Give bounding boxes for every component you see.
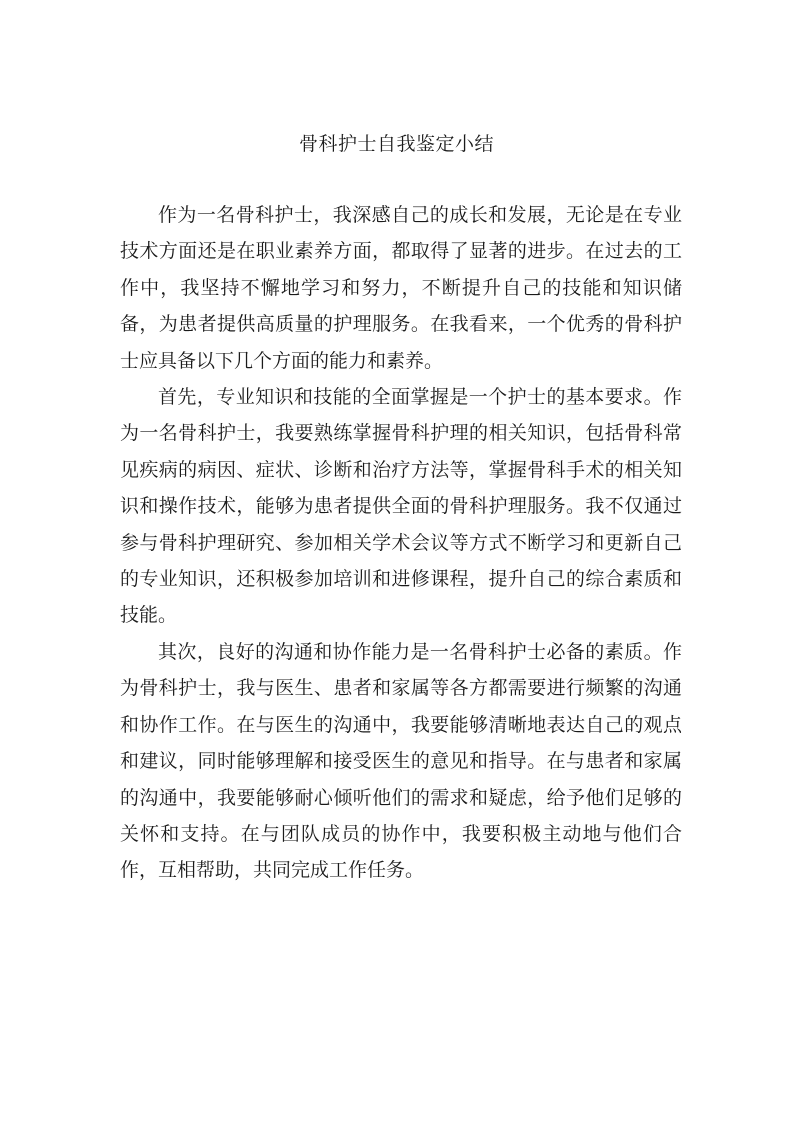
document-title: 骨科护士自我鉴定小结 [298, 133, 494, 155]
paragraph-communication: 其次，良好的沟通和协作能力是一名骨科护士必备的素质。作为骨科护士，我与医生、患者和家属等各方都需要进行频繁的沟通和协作工作。在与医生的沟通中，我要能够清晰地表达自己的观点和建议，同时能够理解和接受医生的意见和指导。在与患者和家属的沟通中，我要能够耐心倾听他们的需求和疑虑，给予他们足够的关怀和支持。在与团队成员的协作中，我要积极主动地与他们合作，互相帮助，共同完成工作任务。 [120, 640, 682, 882]
document-body [120, 197, 682, 889]
paragraph-introduction: 作为一名骨科护士，我深感自己的成长和发展，无论是在专业技术方面还是在职业素养方面，都取得了显著的进步。在过去的工作中，我坚持不懈地学习和努力，不断提升自己的技能和知识储备，为患者提供高质量的护理服务。在我看来，一个优秀的骨科护士应具备以下几个方面的能力和素养。 [120, 204, 682, 372]
paragraph-professional-knowledge: 首先，专业知识和技能的全面掌握是一个护士的基本要求。作为一名骨科护士，我要熟练掌握骨科护理的相关知识，包括骨科常见疾病的病因、症状、诊断和治疗方法等，掌握骨科手术的相关知识和操作技术，能够为患者提供全面的骨科护理服务。我不仅通过参与骨科护理研究、参加相关学术会议等方式不断学习和更新自己的专业知识，还积极参加培训和进修课程，提升自己的综合素质和技能。 [120, 386, 682, 627]
